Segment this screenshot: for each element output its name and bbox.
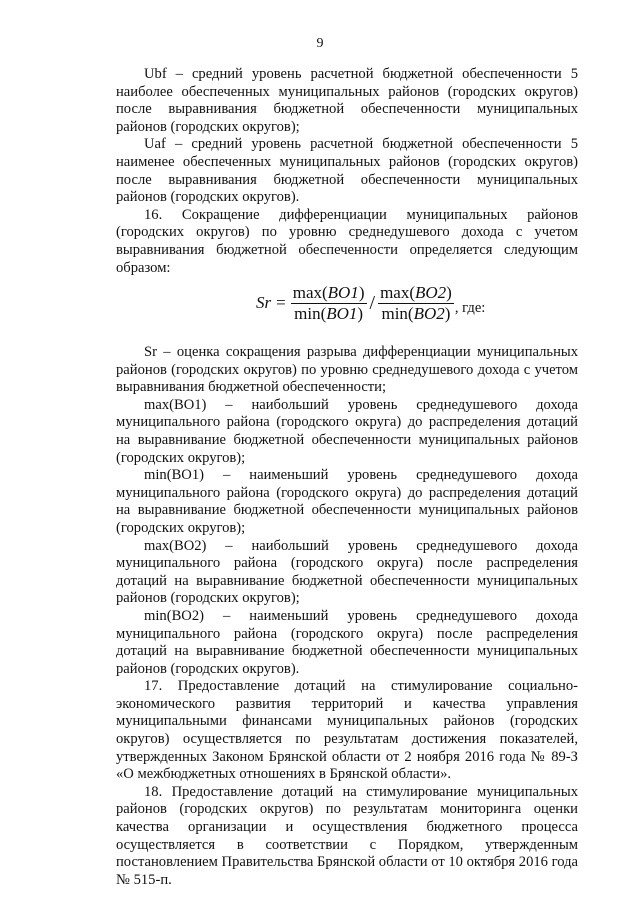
formula-equals: = (276, 293, 286, 312)
fraction-bo2-denominator: min(BO2) (381, 303, 451, 323)
text-block-definitions-ubf-uaf (116, 66, 578, 277)
paragraph-uaf: Uaf – средний уровень расчетной бюджетной обеспеченности 5 наименее обеспеченных муниципальных районов (городских округов) после выравнивания бюджетной обеспеченности муниципальных районов (городских округов). (116, 136, 578, 206)
paragraph-ubf: Ubf – средний уровень расчетной бюджетной обеспеченности 5 наиболее обеспеченных муниципальных районов (городских округов) после выравнивания бюджетной обеспеченности муниципальных районов (городских округов); (116, 66, 578, 135)
paragraph-max-bo1: max(BO1) – наибольший уровень среднедушевого дохода муниципального района (городского округа) до распределения дотаций на выравнивание бюджетной обеспеченности муниципальных районов (городских округов); (116, 396, 578, 466)
fraction-bo1-numerator: max(BO1) (292, 282, 365, 302)
page-number: 9 (316, 36, 324, 51)
paragraph-max-bo2: max(BO2) – наибольший уровень среднедушевого дохода муниципального района (городского округа) после распределения дотаций на выравнивание бюджетной обеспеченности муниципальных районов (городских округов); (116, 537, 578, 607)
paragraph-item-17: 17. Предоставление дотаций на стимулирование социально-экономического развития территорий и качества управления муниципальными финансами муниципальных районов (городских округов) осуществляется по результатам достижения показателей, утвержденных Законом Брянской области от 2 ноября 2016 года № 89-З «О межбюджетных отношениях в Брянской области». (116, 678, 578, 783)
paragraph-min-bo1: min(BO1) – наименьший уровень среднедушевого дохода муниципального района (городского округа) до распределения дотаций на выравнивание бюджетной обеспеченности муниципальных районов (городских округов); (116, 467, 578, 536)
formula-sr (256, 278, 485, 328)
paragraph-sr: Sr – оценка сокращения разрыва дифференциации муниципальных районов (городских округов) по уровню среднедушевого дохода с учетом выравнивания бюджетной обеспеченности; (116, 344, 578, 396)
fraction-bo1 (291, 283, 367, 324)
formula-lhs: Sr (256, 293, 272, 312)
formula-divide: / (369, 291, 376, 314)
formula-suffix: , где: (454, 299, 486, 316)
fraction-bo1-denominator: min(BO1) (294, 303, 364, 323)
paragraph-item-18: 18. Предоставление дотаций на стимулирование муниципальных районов (городских округов) по результатам мониторинга оценки качества организации и осуществления бюджетного процесса осуществляется в соответствии с Порядком, утвержденным постановлением Правительства Брянской области от 10 октября 2016 года № 515-п. (116, 783, 579, 888)
fraction-bo2 (378, 283, 454, 324)
paragraph-item-16: 16. Сокращение дифференциации муниципальных районов (городских округов) по уровню среднедушевого дохода с учетом выравнивания бюджетной обеспеченности определяется следующим образом: (116, 206, 578, 276)
text-block-definitions-and-items (116, 344, 578, 889)
fraction-bo2-numerator: max(BO2) (380, 282, 452, 302)
paragraph-min-bo2: min(BO2) – наименьший уровень среднедушевого дохода муниципального района (городского округа) после распределения дотаций на выравнивание бюджетной обеспеченности муниципальных районов (городских округов). (116, 607, 578, 677)
